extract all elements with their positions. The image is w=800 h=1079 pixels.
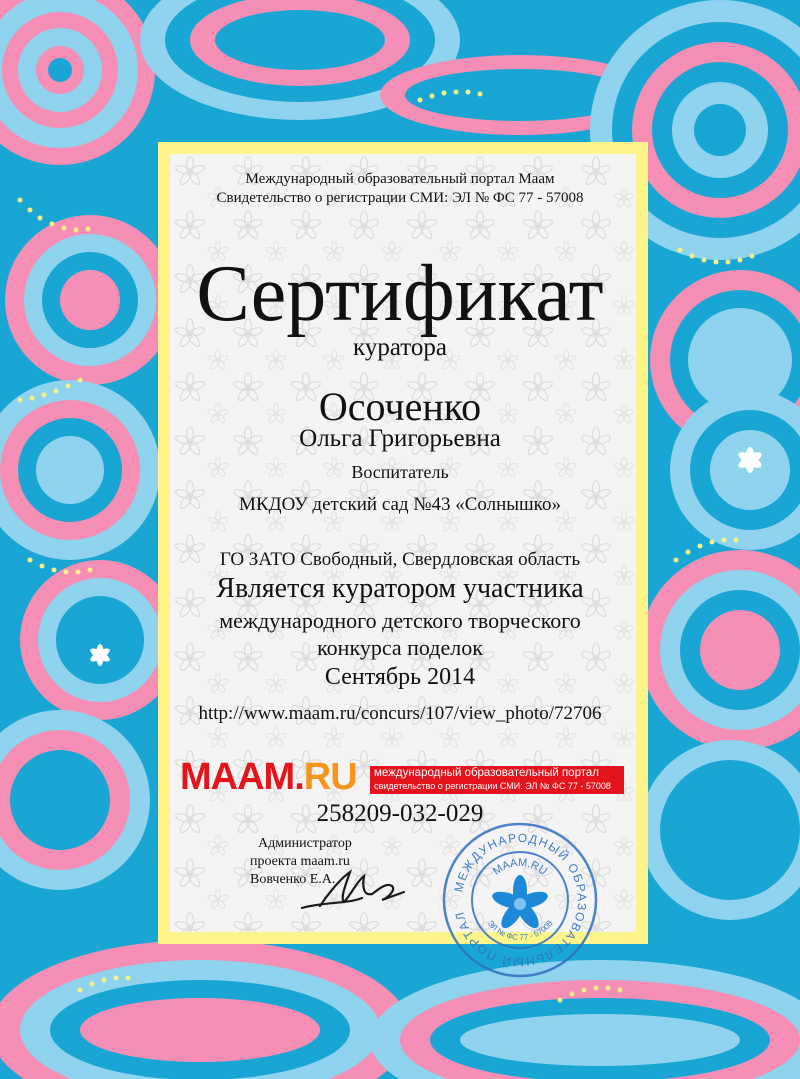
maam-logo-mark: MAAM.RU [180, 756, 357, 798]
official-stamp [440, 820, 600, 980]
portal-name: Международный образовательный портал Маам [245, 171, 555, 187]
certificate-title: Сертификат [196, 250, 604, 338]
maam-logo [178, 756, 624, 798]
stamp-flower-icon [490, 875, 549, 932]
maam-logo-registration: свидетельство о регистрации СМИ: ЭЛ № ФС 77 - 57008 [374, 781, 611, 791]
maam-logo-tagline: международный образовательный портал [374, 767, 599, 779]
recipient-position: Воспитатель [351, 462, 449, 482]
certificate-number: 258209-032-029 [316, 800, 484, 827]
contest-url[interactable]: http://www.maam.ru/concurs/107/view_photo/72706 [198, 703, 602, 724]
recipient-location: ГО ЗАТО Свободный, Свердловская область [219, 549, 581, 570]
registration-line: Свидетельство о регистрации СМИ: ЭЛ № ФС 77 - 57008 [216, 190, 584, 206]
signatory-project: проекта maam.ru [250, 854, 350, 869]
stamp-registration-text: ЭЛ № ФС 77 - 57008 [485, 918, 555, 943]
stamp-ring-text: МЕЖДУНАРОДНЫЙ ОБРАЗОВАТЕЛЬНЫЙ ПОРТАЛ [451, 830, 590, 970]
recipient-given-names: Ольга Григорьевна [299, 425, 501, 452]
stamp-inner-text: MAAM.RU [490, 856, 550, 878]
handwritten-signature [292, 868, 412, 916]
contest-date: Сентябрь 2014 [324, 664, 476, 690]
contest-line-1: международного детского творческого [219, 608, 581, 633]
curator-statement: Является куратором участника [216, 573, 584, 604]
signatory-name: Вовченко Е.А. [250, 872, 336, 887]
recipient-surname: Осоченко [318, 384, 482, 429]
signatory-role: Администратор [258, 836, 352, 851]
certificate-subtitle: куратора [353, 334, 447, 361]
recipient-organization: МКДОУ детский сад №43 «Солнышко» [239, 494, 561, 515]
contest-line-2: конкурса поделок [317, 635, 483, 660]
